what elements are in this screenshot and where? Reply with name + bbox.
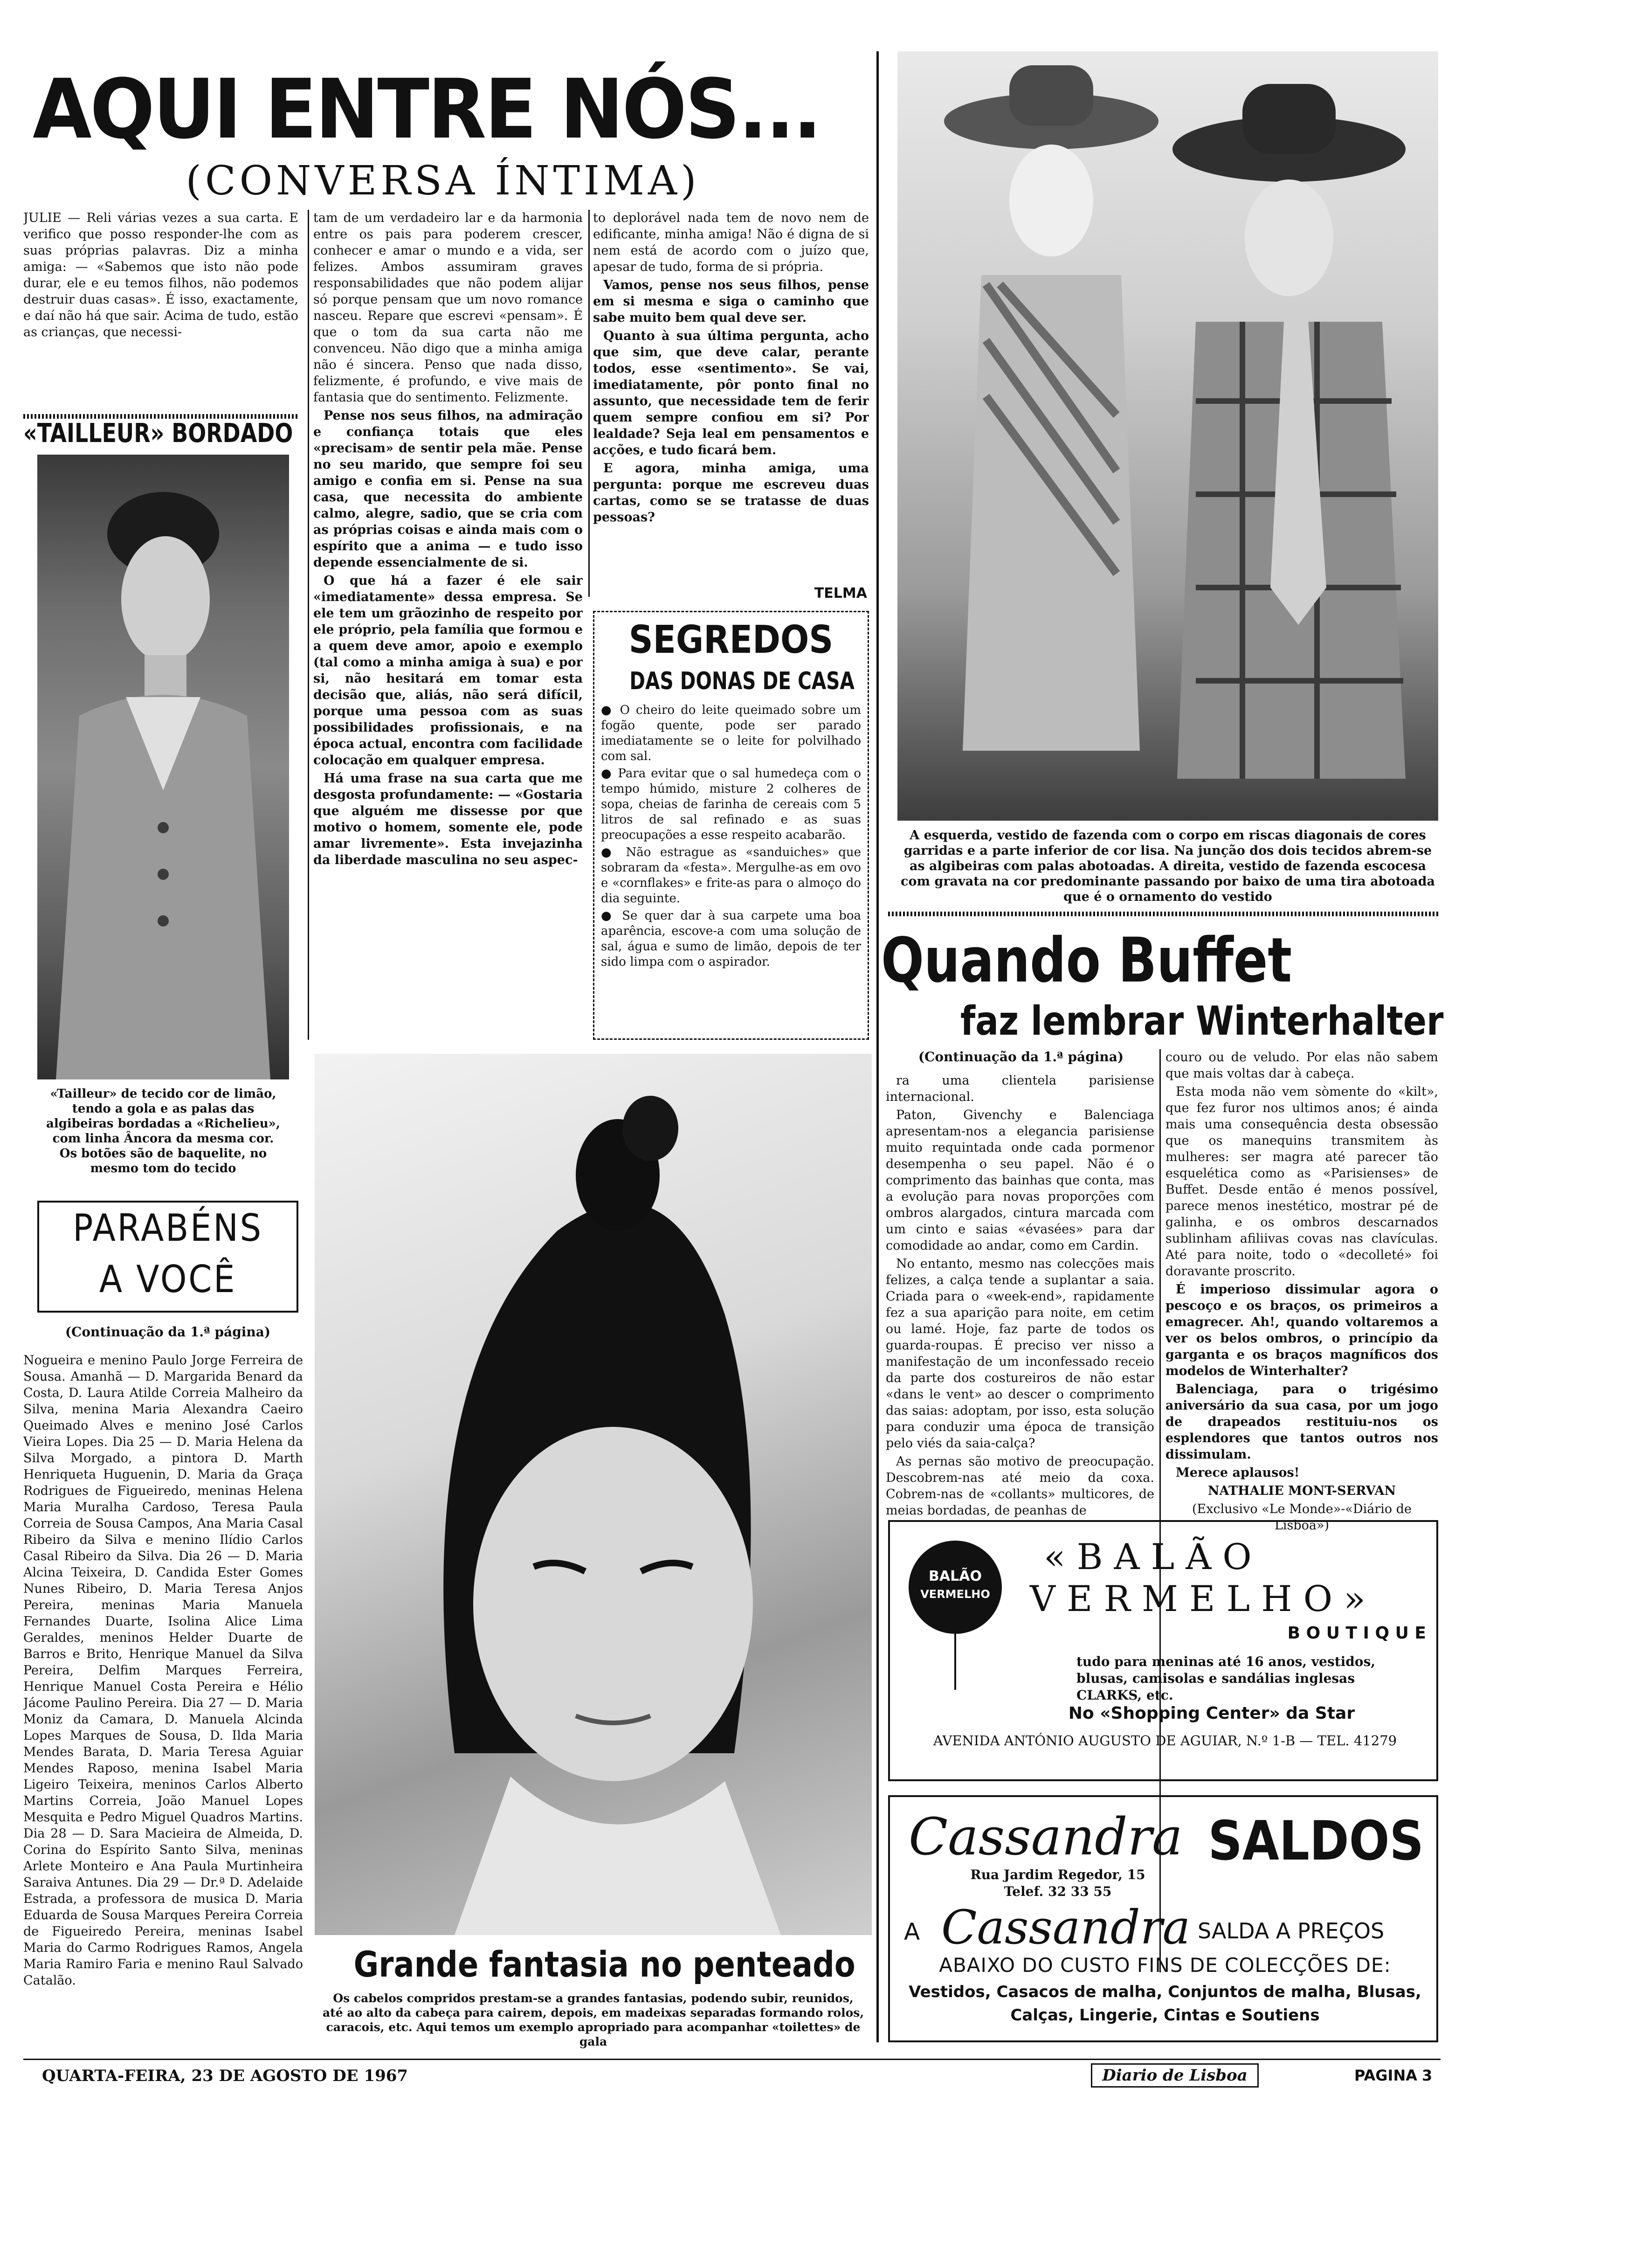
conversa-col3 <box>593 210 869 583</box>
penteado-caption: Os cabelos compridos prestam-se a grandes fantasias, podendo subir, reunidos, até ao alto da cabeça para cairem, depois, em madeixas separadas formando rolos, caracois, etc. Aqui temos um exemplo apropriado para acompanhar «toilettes» de gala <box>322 1991 864 2048</box>
parabens-continuation: (Continuação da 1.ª página) <box>65 1324 271 1340</box>
buffet-col1-p1: ra uma clientela parisiense internacional. <box>886 1073 1154 1104</box>
buffet-col2-source: (Exclusivo «Le Monde»-«Diário de Lisboa») <box>1192 1502 1412 1533</box>
buffet-col2-p3: É imperioso dissimular agora o pescoço e os braços, os primeiros a emagrecer. Ah!, quando voltaremos a ver os belos ombros, o princípio da garganta e os braços magníficos dos modelos de Winterhalter? <box>1165 1282 1438 1378</box>
conversa-col2-p2: Pense nos seus filhos, na admiração e confiança totais que eles «precisam» de sentir pela mãe. Pense no seu marido, que sempre foi seu amigo e confia em si. Pense na sua casa, que necessita do ambiente calmo, alegre, sadio, que se cria com as próprias coisas e ainda mais com o espírito que a anima — e tudo isso depende essencialmente de si. <box>313 408 583 570</box>
conversa-col2-p3: O que há a fazer é ele sair «imediatamente» dessa empresa. Se ele tem um grãozinho de respeito por ele próprio, pela família que formou e a quem deve amor, apoio e exemplo (tal como a minha amiga à sua) e por si, não hesitará em tomar esta decisão que, aliás, não será difícil, porque uma pessoa com as suas possibilidades profissionais, e na época actual, encontra com facilidade colocação em qualquer empresa. <box>313 574 583 768</box>
parabens-heading-line2: A VOCÊ <box>99 1258 237 1301</box>
cassandra-street: Rua Jardim Regedor, 15 <box>970 1867 1145 1882</box>
footer-date: QUARTA-FEIRA, 23 DE AGOSTO DE 1967 <box>42 2067 408 2085</box>
cassandra-salda: SALDA A PREÇOS <box>1198 1918 1385 1943</box>
parabens-box <box>37 1201 298 1313</box>
buffet-col1-p2: Paton, Givenchy e Balenciaga apresentam-nos a elegancia parisiense muito requintada onde cada pormenor desempenha o seu papel. Não é o comprimento das bainhas que conta, mas a evolução para novas proporções com ombros alargados, cintura marcada com um cinto e saias «évasées» para dar comodidade ao andar, como em Cardin. <box>886 1108 1154 1253</box>
buffet-col2-author: NATHALIE MONT-SERVAN <box>1207 1484 1396 1498</box>
tailleur-caption: «Tailleur» de tecido cor de limão, tendo a gola e as palas das algibeiras bordadas a «Richelieu», com linha Âncora da mesma cor. Os botões são de baquelite, no mesmo tom do tecido <box>46 1087 280 1175</box>
balao-vermelho-ad <box>888 1520 1438 1781</box>
woman-tailleur-illustration <box>37 455 289 1079</box>
cassandra-items2: Calças, Lingerie, Cintas e Soutiens <box>1010 2006 1320 2025</box>
conversa-letter-start: JULIE — Reli várias vezes a sua carta. E verifico que posso responder-lhe com as suas próprias palavras. Diz a minha amiga: — «Sabemos que isto não pode durar, ele e eu temos filhos, não podemos destruir duas casas». É isso, exactamente, e daí não há que sair. Acima de tudo, estão as crianças, que necessi- <box>23 211 298 339</box>
conversa-col3-p4: E agora, minha amiga, uma pergunta: porque me escreveu duas cartas, como se se tratasse de duas pessoas? <box>593 461 869 525</box>
conversa-signature: TELMA <box>814 585 867 602</box>
balao-location: No «Shopping Center» da Star <box>1068 1704 1355 1723</box>
cassandra-items1: Vestidos, Casacos de malha, Conjuntos de malha, Blusas, <box>909 1983 1421 2001</box>
footer-page-number: 3 <box>1422 2067 1433 2084</box>
balao-offer: tudo para meninas até 16 anos, vestidos, blusas, camisolas e sandálias inglesas CLARKS, etc. <box>1076 1654 1376 1703</box>
segredos-tip-3: ● Não estrague as «sanduiches» que sobraram da «festa». Mergulhe-as em ovo e «cornflakes» e frite-as para o almoço do dia seguinte. <box>601 845 862 906</box>
parabens-list: Nogueira e menino Paulo Jorge Ferreira de Sousa. Amanhã — D. Margarida Benard da Costa, D. Laura Atilde Correia Malheiro da Silva, menina Maria Alexandra Caeiro Queimado Alves e menino José Carlos Vieira Lopes. Dia 25 — D. Maria Helena da Silva Morgado, a pintora D. Marth Henriqueta Huguenin, D. Maria da Graça Rodrigues de Figueiredo, meninas Helena Maria Muralha Cardoso, Teresa Paula Correia de Sousa Campos, Ana Maria Casal Ribeiro da Silva e menino Ilídio Carlos Casal Ribeiro da Silva. Dia 26 — D. Maria Alcina Teixeira, D. Candida Ester Gomes Nunes Ribeiro, D. Maria Teresa Anjos Pereira, meninas Maria Manuela Fernandes Duarte, Isolina Alice Lima Geraldes, meninos Helder Duarte de Barros e Brito, Henrique Manuel da Silva Pereira, Delfim Marques Ferreira, Henrique Manuel Costa Pereira e Hélio Jácome Paulino Pereira. Dia 27 — D. Maria Moniz da Camara, D. Manuela Alcinda Lopes Marques de Sousa, D. Ilda Maria Mendes Barata, D. Maria Teresa Aguiar Mendes Raposo, menina Isabel Maria Ligeiro Teixeira, meninos Carlos Alberto Martins Correia, João Manuel Lopes Mesquita e Pedro Miguel Quadros Martins. Dia 28 — D. Sara Macieira de Almeida, D. Corina do Espírito Santo Silva, meninas Arlete Monteiro e Ana Paula Murtinheira Saraiva Antunes. Dia 29 — Dr.ª D. Adelaide Estrada, a professora de musica D. Maria Eduarda de Sousa Marques Pereira Correia de Figueiredo Pereira, meninas Isabel Maria do Carmo Rodrigues Ramos, Angela Maria Ramiro Faria e menino Raul Salvado Catalão. <box>23 1353 303 1988</box>
conversa-col2 <box>313 210 583 1044</box>
balao-logo-string <box>954 1634 956 1690</box>
conversa-col2-p1: tam de um verdadeiro lar e da harmonia entre os pais para poderem crescer, conhecer e amar o mundo e a vida, ser felizes. Ambos assumiram graves responsabilidades que não podem alijar só porque pensam que um novo romance nasceu. Repare que escrevi «pensam». É que o tom da sua carta não me convenceu. Não digo que a minha amiga não é sincera. Penso que nada disso, felizmente, é profundo, e vive mais de fantasia que do sentimento. Felizmente. <box>313 211 583 405</box>
buffet-col2-p2: Esta moda não vem sòmente do «kilt», que fez furor nos ultimos anos; é ainda mais uma consequência desta obsessão que os manequins transmitem às mulheres: ser magra até parecer tão esquelética como as «Parisienses» de Buffet. Desde então é menos possível, parece menos inestético, mostrar pé de galinha, e os ombros descarnados sublinham afiliivas covas nas clavículas. Até para noite, todo o «decolleté» foi doravante proscrito. <box>1165 1085 1438 1279</box>
cassandra-abaixo: ABAIXO DO CUSTO FINS DE COLECÇÕES DE: <box>939 1954 1391 1977</box>
tailleur-photo <box>37 455 289 1079</box>
segredos-tip-1: ● O cheiro do leite queimado sobre um fogão quente, pode ser parado imediatamente se o leite for polvilhado com sal. <box>601 703 861 763</box>
balao-address: AVENIDA ANTÓNIO AUGUSTO DE AGUIAR, N.º 1-B — TEL. 41279 <box>933 1733 1397 1749</box>
cassandra-ad <box>888 1795 1438 2042</box>
footer-page-label: PAGINA <box>1354 2067 1417 2084</box>
fashion-caption: A esquerda, vestido de fazenda com o corpo em riscas diagonais de cores garridas e a parte inferior de cor lisa. Na junção dos dois tecidos abrem-se as algibeiras com palas abotoadas. A direita, vestido de fazenda escocesa com gravata na cor predominante passando por baixo de uma tira abotoada que é o ornamento do vestido <box>901 828 1435 904</box>
parabens-heading-line1: PARABÉNS <box>73 1206 263 1250</box>
buffet-col2-p4: Balenciaga, para o trigésimo aniversário da sua casa, por um jogo de drapeados restituiu-nos os esplendores que tantos outros nos dissimulam. <box>1165 1382 1438 1462</box>
woman-hairstyle-illustration <box>315 1054 872 1935</box>
balao-logo-line2: VERMELHO <box>920 1588 990 1601</box>
cassandra-a: A <box>904 1918 920 1945</box>
balao-name-line1: « B A L Ã O <box>1044 1536 1252 1577</box>
column-divider-left <box>308 210 309 1040</box>
cassandra-phone: Telef. 32 33 55 <box>1004 1884 1112 1899</box>
conversa-col3-p2: Vamos, pense nos seus filhos, pense em si mesma e siga o caminho que sabe muito bem qual deve ser. <box>593 278 869 325</box>
buffet-col1-p3: No entanto, mesmo nas colecções mais felizes, a calça tende a suplantar a saia. Criada para o «week-end», rapidamente fez a sua aparição para noite, em cetim ou lamé. Hoje, faz parte de todos os guarda-roupas. É preciso ver nisso a manifestação de um inconfessado receio da parte dos costureiros de não estar «dans le vent» ao descer o comprimento das saias: adoptam, por isso, esta solução para conduzir uma época de transição pelo viés da saia-calça? <box>886 1257 1154 1451</box>
segredos-tip-2: ● Para evitar que o sal humedeça com o tempo húmido, misture 2 colheres de sopa, cheias de farinha de cereais com 5 litros de sal refinado e as suas preocupações a esse respeito acabarão. <box>601 767 861 842</box>
two-models-illustration <box>897 51 1438 821</box>
balao-tagline: B O U T I Q U E <box>1287 1624 1426 1643</box>
buffet-col1-p4: As pernas são motivo de preocupação. Descobrem-nas até meio da coxa. Cobrem-nas de «collants» multicores, de meias bordadas, de peanhas de <box>886 1454 1154 1518</box>
parabens-text <box>23 1352 303 2014</box>
buffet-heading1: Quando Buffet <box>881 925 1292 996</box>
tailleur-heading: «TAILLEUR» BORDADO <box>23 418 293 449</box>
balao-logo <box>909 1541 1002 1634</box>
penteado-photo <box>315 1054 872 1935</box>
sub-headline: (CONVERSA ÍNTIMA) <box>186 158 700 204</box>
segredos-heading: SEGREDOS <box>628 618 834 662</box>
wave-divider-right <box>888 912 1438 916</box>
cassandra-logo: Cassandra <box>909 1807 1183 1867</box>
balao-name-line2: V E R M E L H O » <box>1030 1578 1365 1619</box>
balao-logo-line1: BALÃO <box>929 1568 982 1584</box>
conversa-col3-p3: Quanto à sua última pergunta, acho que sim, que deve calar, perante todos, esse «sentimento». Se vai, imediatamente, pôr ponto final no assunto, que necessidade tem de ferir quem sempre confiou em si? Por lealdade? Seja leal em pensamentos e acções, e tudo ficará bem. <box>593 329 869 457</box>
footer-paper-logo: Diario de Lisboa <box>1091 2063 1259 2088</box>
cassandra-logo-2: Cassandra <box>941 1900 1191 1955</box>
buffet-col2-p1: couro ou de veludo. Por elas não sabem que mais voltas dar à cabeça. <box>1165 1050 1438 1081</box>
segredos-tip-4: ● Se quer dar à sua carpete uma boa aparência, escove-a com uma solução de sal, água e sumo de limão, depois de ter sido limpa com o aspirador. <box>601 909 861 969</box>
column-divider-main <box>876 51 879 2042</box>
buffet-continuation: (Continuação da 1.ª página) <box>918 1049 1124 1065</box>
conversa-col2-p4: Há uma frase na sua carta que me desgosta profundamente: — «Gostaria que alguém me dissesse por que motivo o homem, somente ele, pode amar livremente». Esta invejazinha da liberdade masculina no seu aspec- <box>313 771 583 867</box>
cassandra-saldos: SALDOS <box>1208 1810 1424 1873</box>
footer-rule <box>23 2059 1441 2060</box>
conversa-col1 <box>23 210 298 408</box>
penteado-heading: Grande fantasia no penteado <box>353 1943 855 1985</box>
buffet-heading2: faz lembrar Winterhalter <box>960 998 1444 1044</box>
buffet-col2-p5: Merece aplausos! <box>1176 1466 1300 1480</box>
segredos-box <box>593 611 869 1040</box>
segredos-subheading: DAS DONAS DE CASA <box>629 667 855 695</box>
fashion-photo <box>897 51 1438 821</box>
column-divider-mid <box>588 210 590 597</box>
conversa-col3-p1: to deplorável nada tem de novo nem de edificante, minha amiga! Não é digna de si nem está de acordo com o juízo que, apesar de tudo, forma de si própria. <box>593 211 869 274</box>
main-headline: AQUI ENTRE NÓS... <box>33 62 820 157</box>
segredos-tips <box>601 703 861 970</box>
